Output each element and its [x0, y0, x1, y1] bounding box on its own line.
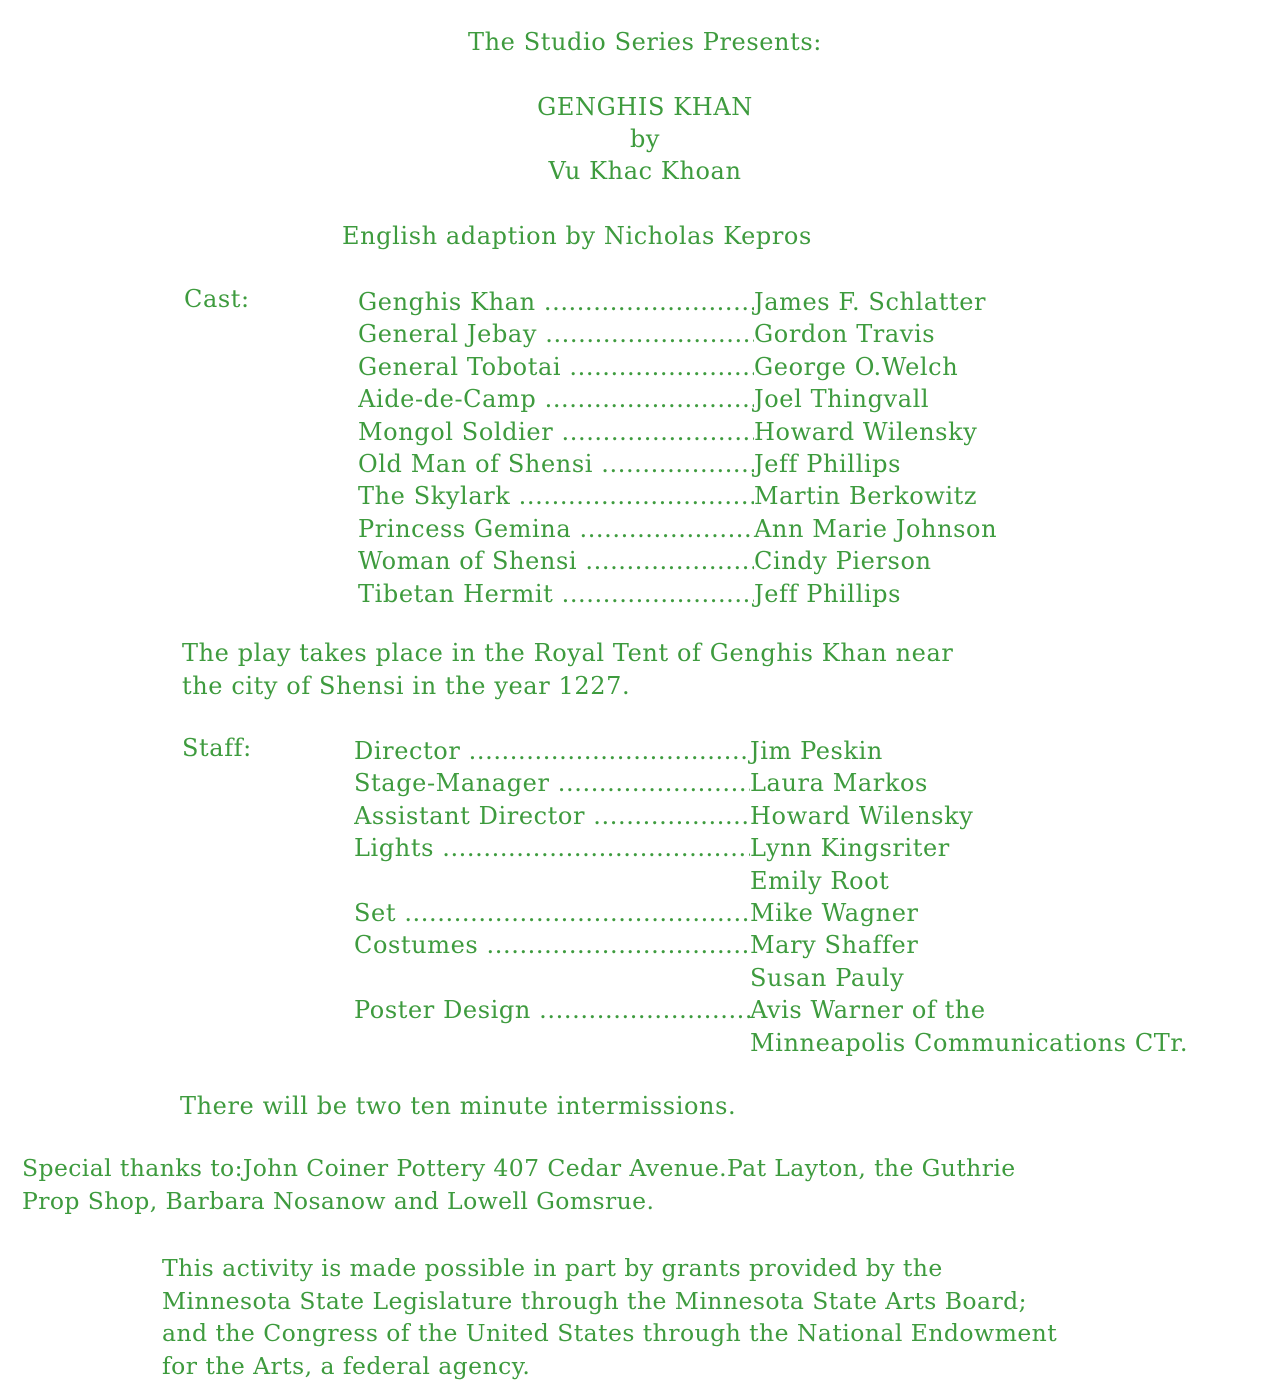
grant-line: Minnesota State Legislature through the Minnesota State Arts Board; — [162, 1286, 1028, 1315]
staff-role: Stage-Manager ..... — [354, 767, 750, 799]
cast-role: General Jebay ..... — [358, 318, 754, 350]
cast-actor: Martin Berkowitz — [754, 482, 978, 511]
staff-person: Jim Peskin — [750, 737, 883, 765]
cast-actor: George O.Welch — [754, 352, 959, 381]
grant-line: This activity is made possible in part by grants provided by the — [162, 1254, 943, 1282]
cast-actor: Gordon Travis — [754, 320, 936, 349]
cast-entry — [358, 318, 1058, 350]
staff-list — [354, 735, 1254, 1059]
setting-paragraph — [182, 637, 953, 702]
cast-actor: Howard Wilensky — [754, 417, 978, 446]
staff-person: Emily Root — [750, 866, 890, 895]
cast-role: Old Man of Shensi ..... — [358, 448, 754, 480]
cast-actor: Cindy Pierson — [754, 547, 932, 576]
presenter-line: The Studio Series Presents: — [468, 28, 822, 56]
cast-actor: Jeff Phillips — [754, 579, 902, 608]
grant-line: for the Arts, a federal agency. — [162, 1351, 531, 1380]
cast-entry — [358, 578, 1058, 610]
staff-role: Director ..... — [354, 735, 750, 767]
cast-entry — [358, 286, 1058, 318]
cast-role: Tibetan Hermit ..... — [358, 578, 754, 610]
cast-entry — [358, 545, 1058, 577]
cast-actor: Ann Marie Johnson — [754, 514, 998, 543]
staff-role: Lights ..... — [354, 832, 750, 864]
staff-entry — [354, 735, 1254, 767]
staff-person: Lynn Kingsriter — [750, 834, 950, 863]
staff-entry — [354, 865, 1254, 897]
cast-entry — [358, 513, 1058, 545]
staff-person: Minneapolis Communications CTr. — [750, 1028, 1189, 1057]
cast-role: Genghis Khan ..... — [358, 286, 754, 318]
thanks-line: Special thanks to:John Coiner Pottery 407 Cedar Avenue.Pat Layton, the Guthrie — [22, 1154, 1016, 1182]
staff-person: Mary Shaffer — [750, 931, 919, 960]
play-title: GENGHIS KHAN — [537, 93, 753, 121]
cast-label: Cast: — [184, 285, 250, 313]
staff-entry — [354, 897, 1254, 929]
cast-entry — [358, 480, 1058, 512]
cast-role: The Skylark ..... — [358, 480, 754, 512]
staff-entry — [354, 994, 1254, 1026]
staff-entry — [354, 929, 1254, 961]
cast-actor: James F. Schlatter — [754, 288, 987, 316]
cast-entry — [358, 383, 1058, 415]
staff-entry — [354, 1027, 1254, 1059]
staff-person: Laura Markos — [750, 769, 928, 798]
staff-person: Susan Pauly — [750, 963, 905, 992]
intermission-note: There will be two ten minute intermissions. — [180, 1092, 737, 1120]
staff-entry — [354, 832, 1254, 864]
staff-person: Mike Wagner — [750, 898, 919, 927]
staff-label: Staff: — [182, 734, 252, 762]
grant-paragraph — [162, 1252, 1057, 1382]
staff-person: Howard Wilensky — [750, 801, 974, 830]
staff-role: Assistant Director ..... — [354, 800, 750, 832]
cast-entry — [358, 351, 1058, 383]
cast-role: General Tobotai ..... — [358, 351, 754, 383]
adaptation-credit: English adaption by Nicholas Kepros — [342, 222, 812, 250]
cast-role: Woman of Shensi ..... — [358, 545, 754, 577]
cast-actor: Joel Thingvall — [754, 385, 930, 414]
cast-role: Aide-de-Camp ..... — [358, 383, 754, 415]
cast-entry — [358, 416, 1058, 448]
staff-role: Costumes ..... — [354, 929, 750, 961]
staff-person: Avis Warner of the — [750, 996, 986, 1025]
thanks-line: Prop Shop, Barbara Nosanow and Lowell Gomsrue. — [22, 1186, 655, 1215]
setting-line: the city of Shensi in the year 1227. — [182, 671, 631, 700]
cast-role: Princess Gemina ..... — [358, 513, 754, 545]
thanks-paragraph — [22, 1152, 1016, 1217]
staff-role: Set ..... — [354, 897, 750, 929]
staff-entry — [354, 800, 1254, 832]
author-name: Vu Khac Khoan — [548, 157, 742, 185]
cast-role: Mongol Soldier ..... — [358, 416, 754, 448]
staff-entry — [354, 767, 1254, 799]
grant-line: and the Congress of the United States through the National Endowment — [162, 1319, 1058, 1347]
cast-actor: Jeff Phillips — [754, 449, 902, 478]
staff-role: Poster Design ..... — [354, 994, 750, 1026]
setting-line: The play takes place in the Royal Tent of Genghis Khan near — [182, 639, 954, 667]
by-line: by — [629, 125, 661, 153]
cast-list — [358, 286, 1058, 610]
staff-entry — [354, 962, 1254, 994]
cast-entry — [358, 448, 1058, 480]
